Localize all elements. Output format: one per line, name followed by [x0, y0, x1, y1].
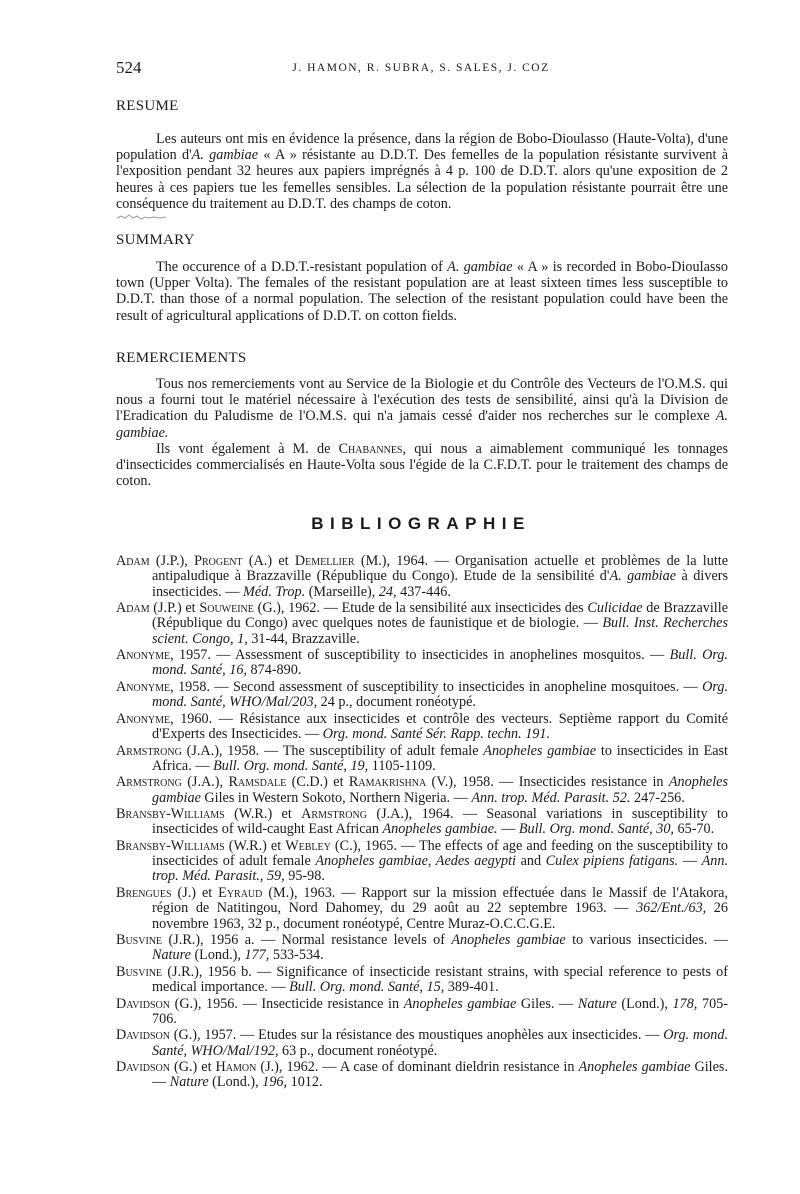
text-run: 65-70.	[673, 821, 715, 838]
italic-text: 24,	[378, 583, 397, 600]
italic-text: Anopheles gambiae	[152, 774, 728, 806]
text-run: 31-44, Brazzaville.	[247, 630, 360, 647]
text-run: , qui nous a aimablement communiqué les tonnages d'insecticides commercialisés en Haute-Volta sous l'égide de la C.F.D.T. pour le traitement des champs de coton.	[116, 441, 728, 490]
italic-text: Bull. Org. mond. Santé, 15,	[289, 979, 445, 996]
text-run: 1012.	[287, 1074, 323, 1091]
italic-text: A. gambiae	[609, 568, 677, 585]
author-name: Armstrong	[301, 806, 367, 823]
author-name: Armstrong	[116, 742, 182, 759]
text-run: « A » is recorded in Bobo-Dioulasso town (Upper Volta). The females of the resistant population are at least sixteen times less susceptible to D.D.T. than those of a normal population. The selection of the resistant population could have been the result of agricultural applications of D.D.T. on cotton fields.	[116, 259, 728, 324]
resume-paragraph	[116, 131, 728, 212]
text-run: 874-890.	[246, 662, 302, 679]
bibliography-entry	[116, 886, 728, 932]
author-name: Ramakrishna	[348, 774, 427, 791]
italic-text: Anopheles gambiae	[578, 1059, 691, 1076]
bibliography-entry	[116, 933, 728, 964]
text-run: (J.R.), 1956 b. — Significance of insecticide resistant strains, with special reference to pests of medical importance. —	[152, 963, 728, 996]
author-name: Davidson	[116, 1059, 170, 1076]
text-run: (J.R.), 1956 a. — Normal resistance levels of	[162, 932, 452, 948]
text-run: , 1960. — Résistance aux insecticides et contrôle des vecteurs. Septième rapport du Comité d'Experts des Insecticides. —	[152, 710, 728, 743]
author-name: Armstrong	[116, 774, 182, 791]
author-name: Souweine	[199, 600, 254, 617]
bibliography-entry	[116, 1060, 728, 1091]
page-number: 524	[116, 58, 142, 77]
bibliography-entry	[116, 839, 728, 885]
text-run: (J.A.),	[181, 774, 229, 791]
text-run: Giles. —	[152, 1059, 728, 1091]
italic-text: A. gambiae	[447, 259, 513, 275]
author-name: Bransby-Williams	[116, 806, 225, 823]
text-run: (J.P.) et	[149, 600, 200, 617]
text-run: de Brazzaville (République du Congo) avec quelques notes de faunistique et de biologie. —	[152, 600, 728, 632]
italic-text: Bull. Inst. Recherches scient. Congo, 1,	[152, 615, 728, 647]
text-run: (M.), 1963. — Rapport sur la mission effectuée dans le Massif de l'Atakora, région de Natitingou, Nord Dahomey, du 29 août au 22 septembre 1963. —	[152, 884, 728, 917]
text-run: (J.A.), 1958. — The susceptibility of adult female	[181, 742, 484, 759]
author-name: Anonyme	[116, 678, 171, 695]
author-name: Ramsdale	[228, 774, 287, 791]
author-name: Brengues	[116, 884, 172, 901]
scan-smudge-mark	[116, 213, 168, 221]
text-run: (G.) et	[169, 1059, 216, 1076]
summary-heading: SUMMARY	[116, 232, 195, 248]
italic-text: Org. mond. Santé, WHO/Mal/203,	[152, 678, 728, 711]
text-run: 437-446.	[396, 583, 451, 600]
text-run: (C.), 1965. — The effects of age and feeding on the susceptibility to insecticides of adult female	[152, 837, 728, 870]
text-run: à divers insecticides. —	[152, 568, 728, 600]
text-run: (Lond.),	[616, 995, 673, 1012]
text-run: 95-98.	[284, 868, 325, 885]
text-run: to various insecticides. —	[565, 932, 728, 948]
author-name: Eyraud	[218, 884, 263, 901]
italic-text: Ann. trop. Méd. Parasit. 52.	[471, 789, 631, 806]
text-run: —	[497, 821, 519, 838]
text-run: (J.A.), 1964. — Seasonal variations in susceptibility to insecticides of wild-caught East African	[152, 806, 729, 838]
resume-heading: RESUME	[116, 98, 179, 114]
author-name: Anonyme	[116, 710, 171, 727]
text-run: Giles. —	[516, 995, 578, 1012]
text-run: 26 novembre 1963, 32 p., document ronéotypé, Centre Muraz-O.C.C.G.E.	[152, 900, 728, 932]
text-run: The occurence of a D.D.T.-resistant population of	[156, 259, 448, 275]
italic-text: 362/Ent./63,	[636, 900, 707, 917]
text-run: « A » résistante au D.D.T. Des femelles de la population résistante survivent à l'exposition pendant 32 heures aux papiers imprégnés à 4 p. 100 de D.D.T. alors qu'une exposition de 2 heures à ces papiers tue les femelles sensibles. La sélection de la population résistante pourrait être une conséquence du traitement au D.D.T. des champs de coton.	[116, 147, 728, 212]
bibliography-list	[116, 554, 728, 1092]
italic-text: Org. mond. Santé Sér. Rapp. techn. 191.	[322, 726, 551, 743]
text-run: (G.), 1957. — Etudes sur la résistance des moustiques anophèles aux insecticides. —	[169, 1027, 664, 1044]
author-name: Hamon	[215, 1059, 257, 1076]
author-name: Davidson	[116, 1027, 170, 1044]
remerciements-heading: REMERCIEMENTS	[116, 350, 247, 366]
author-name: Busvine	[116, 963, 163, 980]
text-run: 1105-1109.	[368, 757, 436, 774]
italic-text: Org. mond. Santé, WHO/Mal/192,	[152, 1027, 728, 1059]
author-name: Progent	[194, 553, 243, 569]
bibliography-heading: BIBLIOGRAPHIE	[311, 514, 531, 533]
italic-text: Anopheles gambiae	[403, 995, 517, 1012]
bibliography-entry	[116, 744, 728, 775]
bibliography-entry	[116, 1028, 728, 1059]
running-title: J. HAMON, R. SUBRA, S. SALES, J. COZ	[292, 62, 550, 74]
text-run: (J.P.),	[149, 553, 195, 569]
text-run: (M.), 1964. — Organisation actuelle et problèmes de la lutte antipaludique à Brazzaville (République du Congo). Etude de la sensibilité d'	[152, 553, 728, 585]
text-run: , 1957. — Assessment of susceptibility to insecticides in anophelines mosquitos. —	[170, 647, 670, 664]
text-run: 533-534.	[269, 947, 324, 964]
author-name: Adam	[116, 553, 150, 569]
text-run: 247-256.	[630, 789, 685, 806]
text-run: (Lond.),	[208, 1074, 263, 1091]
text-run: Ils vont également à M. de	[156, 441, 339, 457]
italic-text: Bull. Org. mond. Santé, 16,	[152, 647, 728, 679]
italic-text: Anopheles gambiae, Aedes aegypti	[315, 853, 517, 870]
text-run: to insecticides in East Africa. —	[152, 742, 728, 774]
text-run: (W.R.) et	[224, 806, 302, 823]
bibliography-entry	[116, 648, 728, 679]
text-run: (W.R.) et	[224, 837, 286, 854]
page-header	[116, 58, 726, 86]
bibliography-entry	[116, 965, 728, 996]
italic-text: Anopheles gambiae.	[382, 821, 498, 838]
italic-text: 177,	[244, 947, 270, 964]
italic-text: Nature	[152, 947, 191, 964]
text-run: (G.), 1962. — Etude de la sensibilité aux insecticides des	[253, 600, 588, 617]
italic-text: Nature	[577, 995, 617, 1012]
italic-text: A. gambiae.	[116, 408, 728, 441]
text-run: (Lond.),	[190, 947, 245, 964]
italic-text: Bull. Org. mond. Santé, 19,	[213, 757, 369, 774]
italic-text: Méd. Trop.	[243, 583, 306, 600]
text-run: (V.), 1958. — Insecticides resistance in	[426, 774, 669, 791]
text-run: Tous nos remerciements vont au Service de la Biologie et du Contrôle des Vecteurs de l'O.M.S. qui nous a fourni tout le matériel nécessaire à l'exécution des tests de sensibilité, ainsi qu'à la Division de l'Eradication du Paludisme de l'O.M.S. qui n'a jamais cessé d'aider nos recherches sur le complexe	[116, 376, 728, 425]
text-run: , 1958. — Second assessment of susceptibility to insecticides in anopheline mosquitoes. —	[170, 678, 703, 695]
bibliography-entry	[116, 712, 728, 743]
italic-text: Nature	[169, 1074, 209, 1091]
italic-text: Culex pipiens fatigans.	[545, 853, 679, 870]
bibliography-entry	[116, 554, 728, 600]
italic-text: 196,	[262, 1074, 288, 1091]
text-run: 24 p., document ronéotypé.	[317, 694, 476, 711]
author-name: Davidson	[116, 995, 170, 1012]
text-run: 389-401.	[444, 979, 499, 996]
text-run: —	[678, 853, 702, 870]
bibliography-entry	[116, 807, 728, 838]
author-name: Demellier	[294, 553, 355, 569]
text-run: (Marseille),	[305, 583, 379, 600]
bibliography-entry	[116, 601, 728, 647]
remerciements-paragraph-1	[116, 376, 728, 441]
author-name: Busvine	[116, 932, 163, 948]
text-run: Les auteurs ont mis en évidence la présence, dans la région de Bobo-Dioulasso (Haute-Volta), d'une population d'	[116, 131, 728, 164]
text-run: (G.), 1956. — Insecticide resistance in	[169, 995, 404, 1012]
author-name: Bransby-Williams	[116, 837, 225, 854]
summary-paragraph	[116, 259, 728, 324]
italic-text: A. gambiae	[191, 147, 259, 164]
bibliography-entry	[116, 997, 728, 1028]
italic-text: 178,	[672, 995, 698, 1012]
italic-text: Ann. trop. Méd. Parasit., 59,	[152, 853, 728, 885]
italic-text: Bull. Org. mond. Santé, 30,	[518, 821, 674, 838]
bibliography-entry	[116, 680, 728, 711]
text-run: (J.) et	[171, 884, 219, 901]
remerciements-paragraph-2	[116, 441, 728, 490]
text-run: Giles in Western Sokoto, Northern Nigeria. —	[200, 789, 472, 806]
author-name: Chabannes	[338, 441, 403, 457]
text-run: and	[516, 853, 546, 870]
text-run: 63 p., document ronéotypé.	[278, 1042, 438, 1059]
text-run: 705-706.	[152, 995, 728, 1027]
author-name: Anonyme	[116, 647, 171, 664]
text-run: (A.) et	[242, 553, 295, 569]
italic-text: Culicidae	[587, 600, 643, 617]
bibliography-entry	[116, 775, 728, 806]
author-name: Adam	[116, 600, 150, 617]
text-run: (J.), 1962. — A case of dominant dieldrin resistance in	[256, 1059, 579, 1076]
italic-text: Anopheles gambiae	[451, 932, 566, 948]
italic-text: Anopheles gambiae	[483, 742, 597, 759]
text-run: (C.D.) et	[286, 774, 349, 791]
author-name: Webley	[285, 837, 331, 854]
